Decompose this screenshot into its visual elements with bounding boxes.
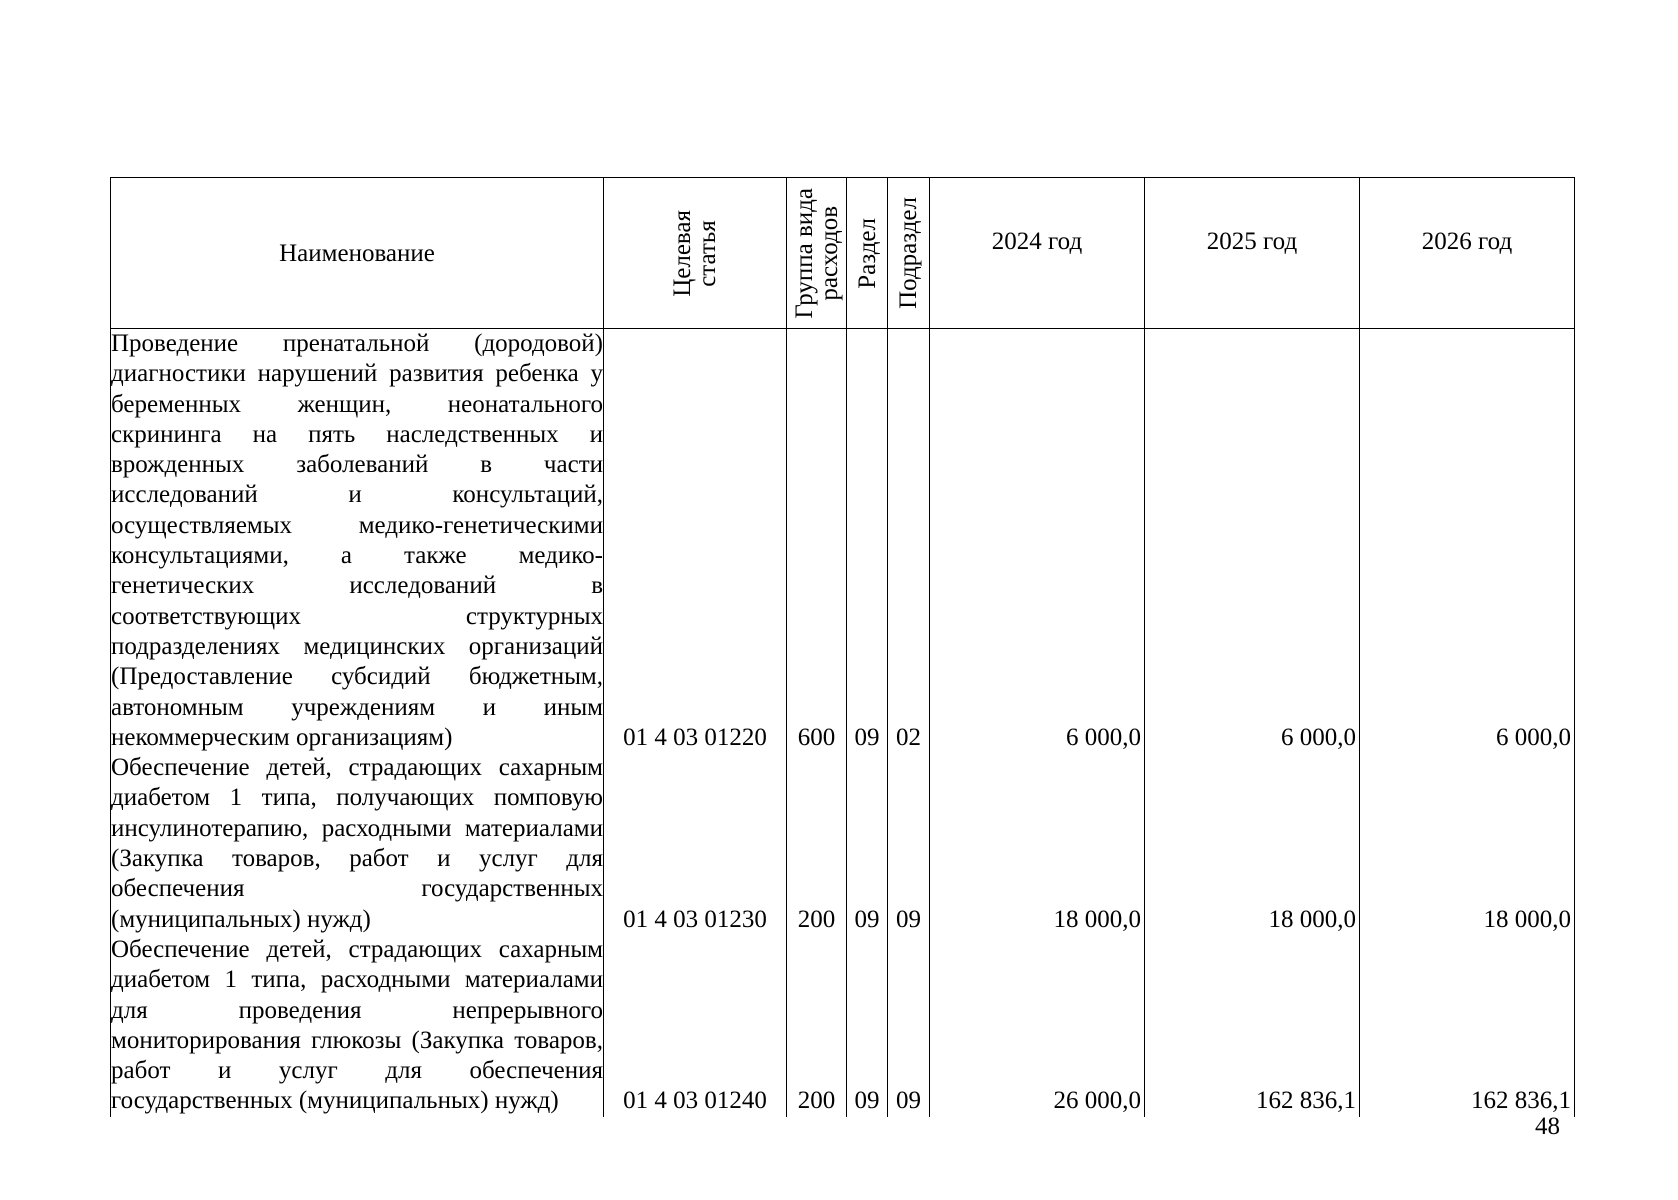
row-expense-group: 200 <box>787 753 847 935</box>
row-amount-2024: 6 000,0 <box>930 329 1145 754</box>
table-row <box>111 329 1575 754</box>
row-name: Обеспечение детей, страдающих сахарным диабетом 1 типа, получающих помповую инсулинотерапию, расходными материалами (Закупка товаров, работ и услуг для обеспечения государственных (муниципальных) нужд) <box>111 753 604 935</box>
header-target-article-label: Целевая статья <box>669 209 721 297</box>
page-number: 48 <box>1535 1113 1560 1140</box>
header-year-2026: 2026 год <box>1360 178 1575 329</box>
row-target-article: 01 4 03 01220 <box>604 329 787 754</box>
row-subsection: 02 <box>888 329 930 754</box>
row-amount-2024: 18 000,0 <box>930 753 1145 935</box>
row-amount-2026: 6 000,0 <box>1360 329 1575 754</box>
row-subsection: 09 <box>888 935 930 1117</box>
row-section: 09 <box>847 329 888 754</box>
table-row <box>111 753 1575 935</box>
row-amount-2025: 162 836,1 <box>1145 935 1360 1117</box>
row-expense-group: 200 <box>787 935 847 1117</box>
row-amount-2026: 18 000,0 <box>1360 753 1575 935</box>
row-section: 09 <box>847 753 888 935</box>
header-subsection-label: Подраздел <box>895 197 922 309</box>
header-name: Наименование <box>111 178 604 329</box>
row-name: Обеспечение детей, страдающих сахарным диабетом 1 типа, расходными материалами для проведения непрерывного мониторирования глюкозы (Закупка товаров, работ и услуг для обеспечения государственных (муниципальных) нужд) <box>111 935 604 1117</box>
row-target-article: 01 4 03 01240 <box>604 935 787 1117</box>
table-row <box>111 935 1575 1117</box>
header-expense-group-label: Группа вида расходов <box>790 187 843 319</box>
header-year-2024: 2024 год <box>930 178 1145 329</box>
row-target-article: 01 4 03 01230 <box>604 753 787 935</box>
header-year-2025: 2025 год <box>1145 178 1360 329</box>
row-amount-2024: 26 000,0 <box>930 935 1145 1117</box>
row-expense-group: 600 <box>787 329 847 754</box>
row-section: 09 <box>847 935 888 1117</box>
header-expense-group <box>787 178 847 329</box>
table-body <box>111 329 1575 1117</box>
header-subsection <box>888 178 930 329</box>
row-amount-2025: 18 000,0 <box>1145 753 1360 935</box>
header-section <box>847 178 888 329</box>
header-target-article <box>604 178 787 329</box>
row-amount-2025: 6 000,0 <box>1145 329 1360 754</box>
header-section-label: Раздел <box>853 217 881 289</box>
table-header <box>111 178 1575 329</box>
row-name: Проведение пренатальной (дородовой) диагностики нарушений развития ребенка у беременных женщин, неонатального скрининга на пять наследственных и врожденных заболеваний в части исследований и консультаций, осуществляемых медико-генетическими консультациями, а также медико-генетических исследований в соответствующих структурных подразделениях медицинских организаций (Предоставление субсидий бюджетным, автономным учреждениям и иным некоммерческим организациям) <box>111 329 604 754</box>
row-amount-2026: 162 836,1 <box>1360 935 1575 1117</box>
budget-table <box>110 177 1575 1117</box>
row-subsection: 09 <box>888 753 930 935</box>
